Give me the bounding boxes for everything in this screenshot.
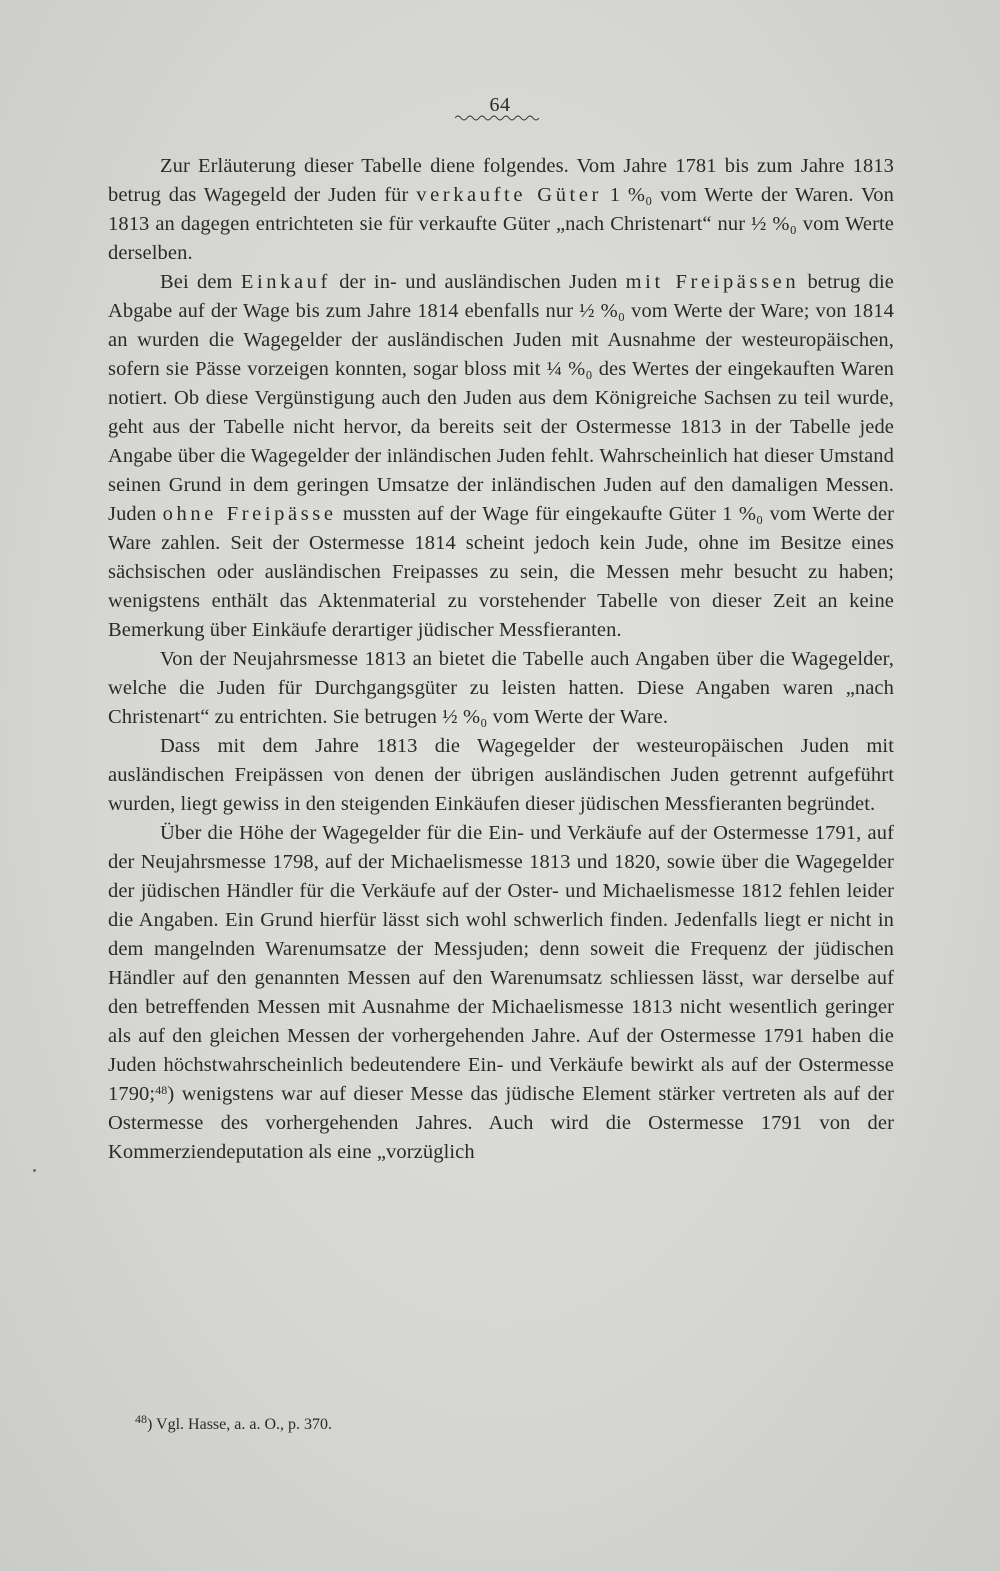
text-segment: Von der Neujahrsmesse 1813 an bietet die Tabelle auch Angaben über die Wagegelder, welche die Juden für Durchgangsgüter zu leisten hatten. Diese Angaben waren „nach Christenart“ zu entrichten. Sie betrugen ½ %₀ vom Werte der Ware. [108, 648, 894, 728]
paragraph [108, 268, 894, 645]
emphasized-text: ohne Freipässe [162, 503, 337, 525]
footnote-reference: 48 [155, 1083, 168, 1097]
paragraph [108, 732, 894, 819]
text-segment: Zur Erläuterung dieser Tabelle diene folgendes. Vom Jahre 1781 bis zum Jahre 1813 betrug das Wagegeld der Juden für [108, 155, 894, 206]
paper-speck [33, 1169, 36, 1172]
footnote-text: ) Vgl. Hasse, a. a. O., p. 370. [147, 1416, 333, 1433]
text-segment: 1 %₀ vom Werte der Waren. Von 1813 an dagegen entrichteten sie für verkaufte Güter „nach Christenart“ nur ½ %₀ vom Werte derselben. [108, 184, 894, 264]
text-segment: mussten auf der Wage für eingekaufte Güter 1 %₀ vom Werte der Ware zahlen. Seit der Ostermesse 1814 scheint jedoch kein Jude, ohne im Besitze eines sächsischen oder ausländischen Freipasses zu sein, die Messen mehr besucht zu haben; wenigstens enthält das Aktenmaterial zu vorstehender Tabelle von dieser Zeit an keine Bemerkung über Einkäufe derartiger jüdischer Messfieranten. [108, 503, 894, 641]
wavy-ornament-icon [455, 114, 541, 122]
text-segment: Dass mit dem Jahre 1813 die Wagegelder der westeuropäischen Juden mit ausländischen Freipässen von denen der übrigen ausländischen Juden getrennt aufgeführt wurden, liegt gewiss in den steigenden Einkäufen dieser jüdischen Messfieranten begründet. [108, 735, 894, 815]
paragraph [108, 152, 894, 268]
body-text [108, 152, 894, 1167]
footnote [135, 1414, 835, 1436]
text-segment: ) wenigstens war auf dieser Messe das jüdische Element stärker vertreten als auf der Ostermesse des vorhergehenden Jahres. Auch wird die Ostermesse 1791 von der Kommerziendeputation als eine „vorzüglich [108, 1083, 894, 1163]
paragraph [108, 819, 894, 1167]
text-segment: Bei dem [160, 271, 241, 293]
text-segment: Über die Höhe der Wagegelder für die Ein- und Verkäufe auf der Ostermesse 1791, auf der Neujahrsmesse 1798, auf der Michaelismesse 1813 und 1820, sowie über die Wagegelder der jüdischen Händler für die Verkäufe auf der Oster- und Michaelismesse 1812 fehlen leider die Angaben. Ein Grund hierfür lässt sich wohl schwerlich finden. Jedenfalls liegt er nicht in dem mangelnden Warenumsatze der Messjuden; denn soweit die Frequenz der jüdischen Händler auf den genannten Messen auf den Warenumsatz schliessen lässt, war derselbe auf den betreffenden Messen mit Ausnahme der Michaelismesse 1813 nicht wesentlich geringer als auf den gleichen Messen der vorhergehenden Jahre. Auf der Ostermesse 1791 haben die Juden höchstwahrscheinlich bedeutendere Ein- und Verkäufe bewirkt als auf der Ostermesse 1790; [108, 822, 894, 1105]
paragraph [108, 645, 894, 732]
emphasized-text: mit Freipässen [625, 271, 800, 293]
text-segment: der in- und ausländischen Juden [330, 271, 626, 293]
text-segment: betrug die Abgabe auf der Wage bis zum Jahre 1814 ebenfalls nur ½ %₀ vom Werte der Ware; von 1814 an wurden die Wagegelder der ausländischen Juden mit Ausnahme der westeuropäischen, sofern sie Pässe vorzeigen konnten, sogar bloss mit ¼ %₀ des Wertes der eingekauften Waren notiert. Ob diese Vergünstigung auch den Juden aus dem Königreiche Sachsen zu teil wurde, geht aus der Tabelle nicht hervor, da bereits seit der Ostermesse 1813 in der Tabelle jede Angabe über die Wagegelder der inländischen Juden fehlt. Wahrscheinlich hat dieser Umstand seinen Grund in dem geringen Umsatze der inländischen Juden auf den damaligen Messen. Juden [108, 271, 895, 525]
footnote-marker: 48 [135, 1412, 147, 1426]
emphasized-text: verkaufte Güter [416, 184, 602, 206]
page-number: 64 [489, 94, 511, 116]
emphasized-text: Einkauf [240, 271, 331, 293]
